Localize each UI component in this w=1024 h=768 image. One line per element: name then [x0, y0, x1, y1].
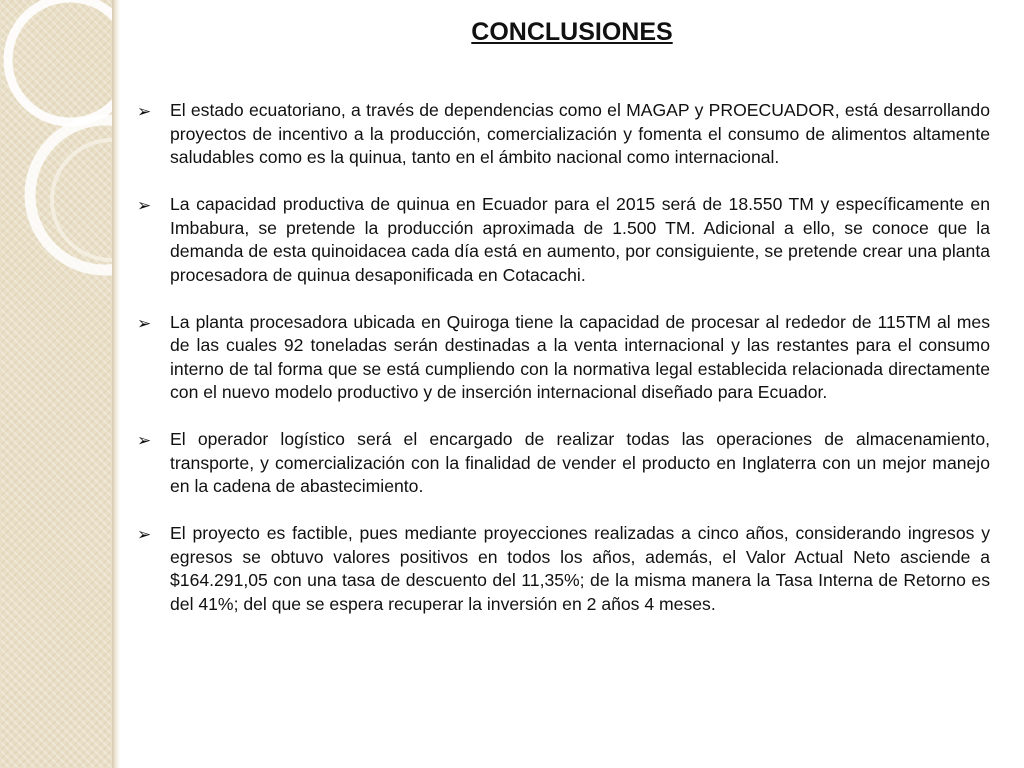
decorative-sidebar — [0, 0, 112, 768]
decor-circle-inner — [52, 140, 112, 260]
list-item — [137, 311, 990, 405]
list-item-text: El estado ecuatoriano, a través de dependencias como el MAGAP y PROECUADOR, está desarrollando proyectos de incentivo a la producción, comercialización y fomenta el consumo de alimentos altamente saludables como es la quinua, tanto en el ámbito nacional como internacional. — [170, 100, 990, 167]
conclusions-list — [137, 99, 990, 640]
list-item-text: La capacidad productiva de quinua en Ecuador para el 2015 será de 18.550 TM y específicamente en Imbabura, se pretende la producción aproximada de 1.500 TM. Adicional a ello, se conoce que la demanda de esta quinoidacea cada día está en aumento, por consiguiente, se pretende crear una planta procesadora de quinua desaponificada en Cotacachi. — [170, 194, 990, 285]
list-item-text: El proyecto es factible, pues mediante proyecciones realizadas a cinco años, considerando ingresos y egresos se obtuvo valores positivos en todos los años, además, el Valor Actual Neto asciende a $164.291,05 con una tasa de descuento del 11,35%; de la misma manera la Tasa Interna de Retorno es del 41%; del que se espera recuperar la inversión en 2 años 4 meses. — [170, 523, 990, 614]
arrow-bullet-icon: ➢ — [137, 313, 152, 333]
list-item — [137, 428, 990, 499]
list-item — [137, 99, 990, 170]
arrow-bullet-icon: ➢ — [137, 102, 152, 121]
list-item — [137, 522, 990, 616]
arrow-bullet-icon: ➢ — [137, 525, 152, 544]
list-item-text: La planta procesadora ubicada en Quiroga tiene la capacidad de procesar al rededor de 115TM al mes de las cuales 92 toneladas serán destinadas a la venta internacional y las restantes para el consumo interno de tal forma que se está cumpliendo con la normativa legal establecida relacionada directamente con el nuevo modelo productivo y de inserción internacional diseñado para Ecuador. — [170, 311, 990, 402]
list-item-text: El operador logístico será el encargado de realizar todas las operaciones de almacenamiento, transporte, y comercialización con la finalidad de vender el producto en Inglaterra con un mejor manejo en la cadena de abastecimiento. — [170, 429, 990, 496]
arrow-bullet-icon: ➢ — [137, 431, 152, 450]
decor-circle-top — [8, 0, 112, 122]
list-item — [137, 193, 990, 287]
decorative-circles — [0, 0, 112, 768]
sidebar-edge-shadow — [112, 0, 120, 768]
arrow-bullet-icon: ➢ — [137, 196, 152, 215]
page-title: CONCLUSIONES — [471, 18, 673, 46]
